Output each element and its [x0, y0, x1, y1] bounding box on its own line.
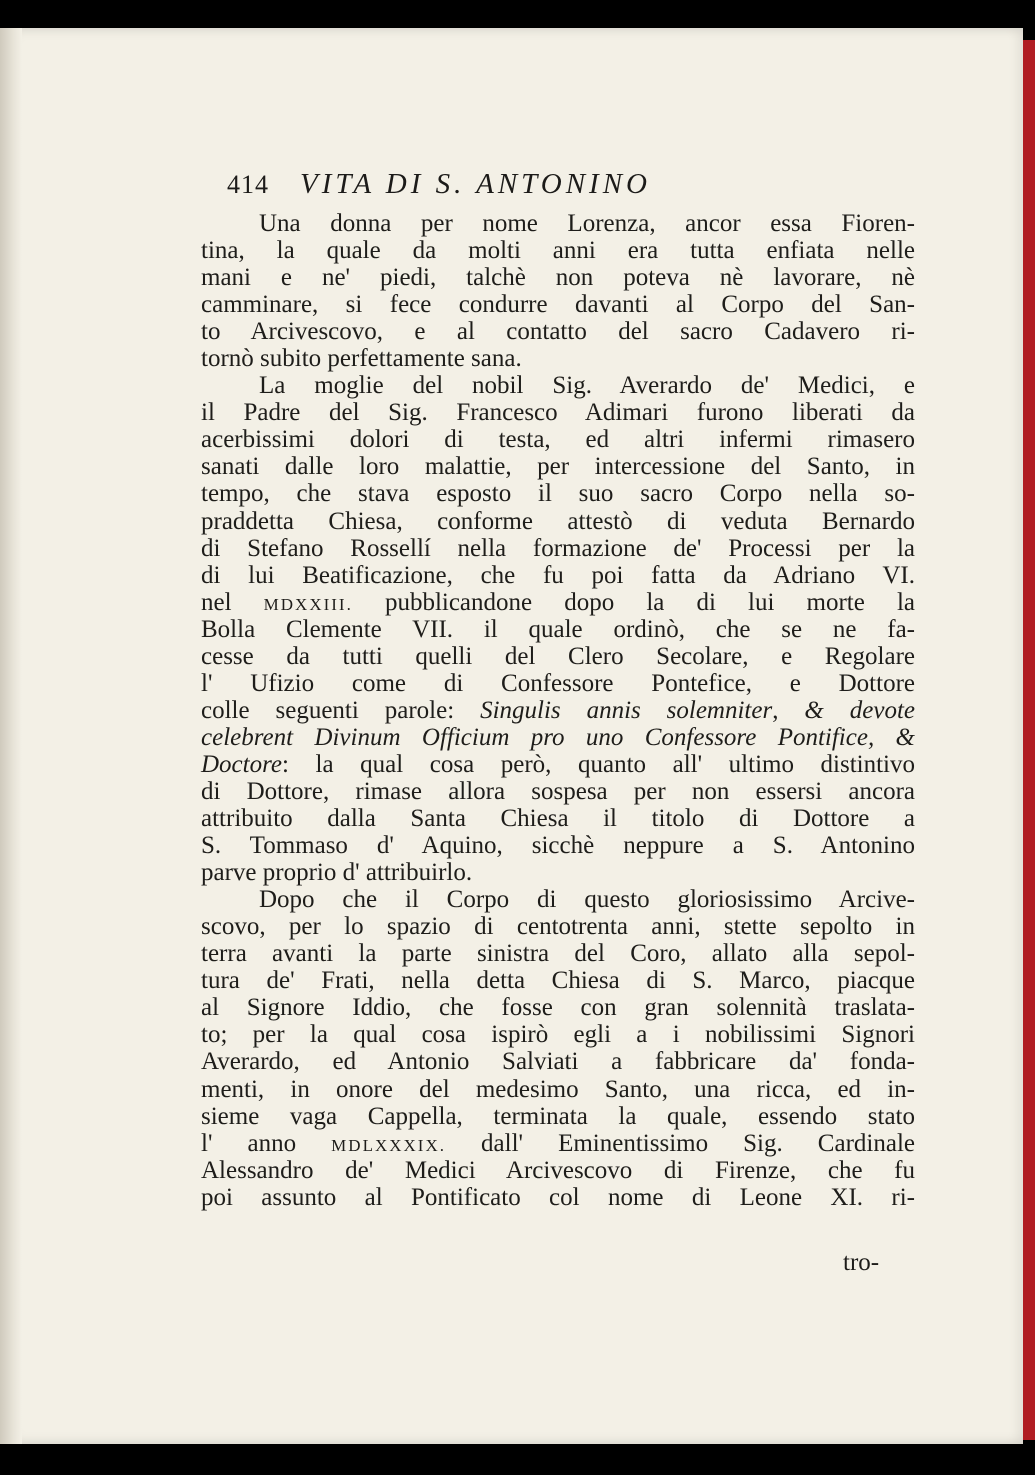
text-line: l' Ufizio come di Confessore Pontefice, e Dottore	[201, 669, 915, 697]
text-line: nel MDXXIII. pubblicandone dopo la di lui morte la	[201, 588, 915, 616]
text-line: parve proprio d' attribuirlo.	[201, 859, 473, 887]
text-line: cesse da tutti quelli del Clero Secolare, e Regolare	[201, 642, 915, 670]
text-line: di Dottore, rimase allora sospesa per non essersi ancora	[201, 777, 915, 805]
running-title: VITA DI S. ANTONINO	[300, 168, 652, 200]
text-line: Una donna per nome Lorenza, ancor essa Fioren-	[259, 210, 915, 237]
text-line: camminare, si fece condurre davanti al Corpo del San-	[201, 291, 915, 319]
text-line: attribuito dalla Santa Chiesa il titolo di Dottore a	[201, 805, 915, 833]
page-header	[227, 170, 847, 202]
text-line: l' anno MDLXXXIX. dall' Eminentissimo Sig. Cardinale	[201, 1129, 915, 1157]
red-cover-edge	[1023, 40, 1035, 1440]
text-line: di Stefano Rossellí nella formazione de' Processi per la	[201, 534, 915, 562]
text-line: mani e ne' piedi, talchè non poteva nè lavorare, nè	[201, 264, 915, 292]
text-line: sanati dalle loro malattie, per intercessione del Santo, in	[201, 453, 915, 481]
page-number: 414	[227, 170, 269, 199]
text-line: Bolla Clemente VII. il quale ordinò, che se ne fa-	[201, 615, 915, 643]
text-line: Dopo che il Corpo di questo gloriosissimo Arcive-	[259, 886, 915, 914]
text-line: terra avanti la parte sinistra del Coro, allato alla sepol-	[201, 940, 915, 968]
text-line: acerbissimi dolori di testa, ed altri infermi rimasero	[201, 426, 915, 454]
text-line: scovo, per lo spazio di centotrenta anni, stette sepolto in	[201, 913, 915, 941]
text-line: al Signore Iddio, che fosse con gran solennità traslata-	[201, 994, 915, 1022]
text-line: tempo, che stava esposto il suo sacro Corpo nella so-	[201, 480, 915, 508]
text-line: S. Tommaso d' Aquino, sicchè neppure a S. Antonino	[201, 832, 915, 860]
text-line-italic: celebrent Divinum Officium pro uno Confessore Pontifice, &	[201, 723, 915, 751]
text-line: tura de' Frati, nella detta Chiesa di S. Marco, piacque	[201, 967, 915, 995]
text-line: to Arcivescovo, e al contatto del sacro Cadavero ri-	[201, 318, 915, 346]
text-line: poi assunto al Pontificato col nome di Leone XI. ri-	[201, 1183, 915, 1211]
body-text	[201, 210, 915, 1211]
text-line: tina, la quale da molti anni era tutta enfiata nelle	[201, 237, 915, 265]
text-line: to; per la qual cosa ispirò egli a i nobilissimi Signori	[201, 1021, 915, 1049]
text-line: il Padre del Sig. Francesco Adimari furono liberati da	[201, 399, 915, 427]
page-gutter	[0, 28, 22, 1444]
text-line: Averardo, ed Antonio Salviati a fabbricare da' fonda-	[201, 1048, 915, 1076]
text-line: Doctore: la qual cosa però, quanto all' ultimo distintivo	[201, 750, 915, 778]
text-line: La moglie del nobil Sig. Averardo de' Medici, e	[259, 372, 915, 400]
catchword: tro-	[843, 1249, 880, 1276]
text-line: tornò subito perfettamente sana.	[201, 345, 522, 373]
text-line: menti, in onore del medesimo Santo, una ricca, ed in-	[201, 1075, 915, 1103]
text-line: sieme vaga Cappella, terminata la quale, essendo stato	[201, 1102, 915, 1130]
text-line: Alessandro de' Medici Arcivescovo di Firenze, che fu	[201, 1156, 915, 1184]
text-line: praddetta Chiesa, conforme attestò di veduta Bernardo	[201, 507, 915, 535]
text-line: di lui Beatificazione, che fu poi fatta da Adriano VI.	[201, 561, 915, 589]
text-line: colle seguenti parole: Singulis annis solemniter, & devote	[201, 696, 915, 724]
